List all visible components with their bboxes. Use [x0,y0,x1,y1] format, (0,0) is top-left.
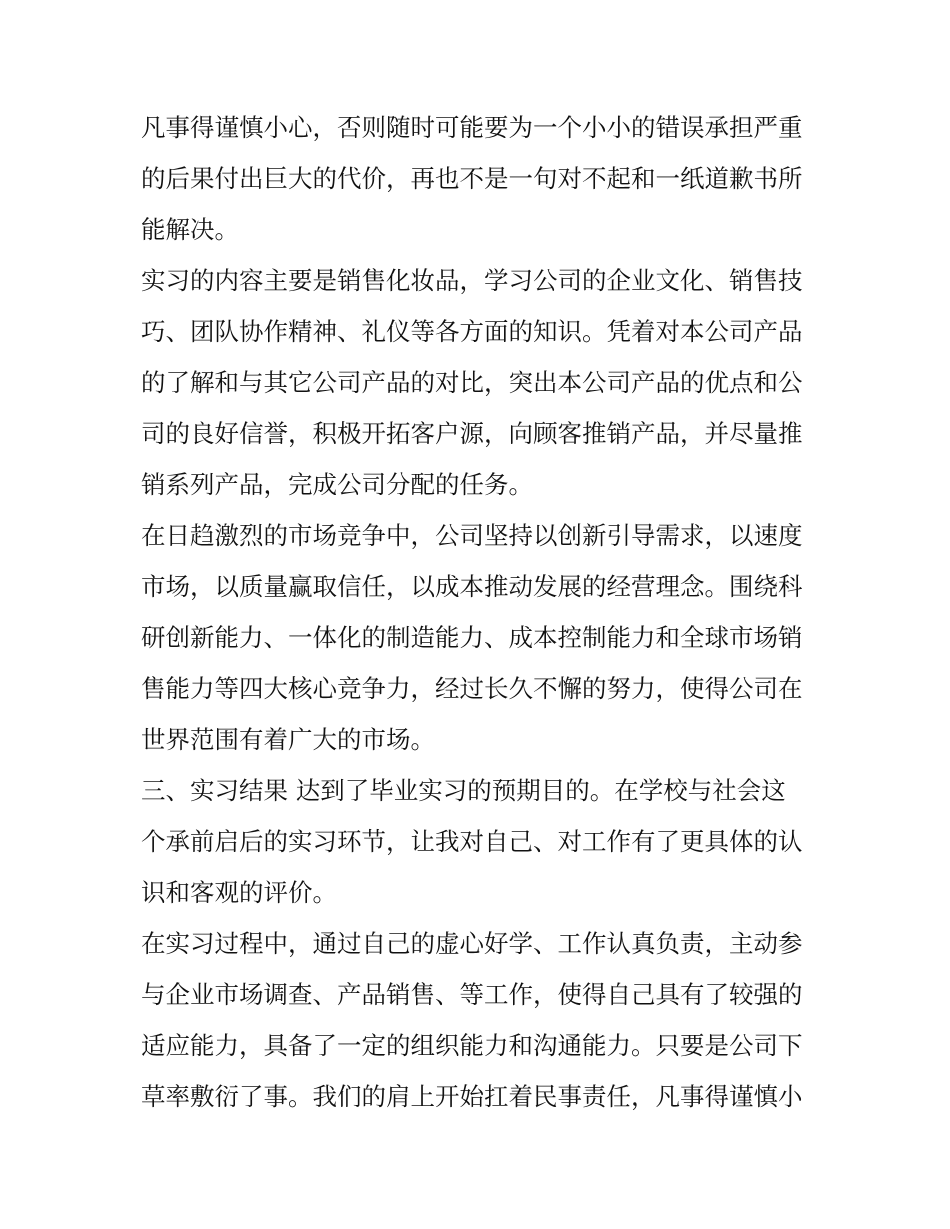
text-line: 的后果付出巨大的代价，再也不是一句对不起和一纸道歉书所 [141,164,803,193]
text-line: 在日趋激烈的市场竞争中，公司坚持以创新引导需求，以速度 [141,521,803,550]
text-line: 研创新能力、一体化的制造能力、成本控制能力和全球市场销 [141,623,803,652]
text-line: 草率敷衍了事。我们的肩上开始扛着民事责任，凡事得谨慎小 [141,1082,803,1111]
text-line: 在实习过程中，通过自己的虚心好学、工作认真负责，主动参 [141,929,803,958]
text-line: 售能力等四大核心竞争力，经过长久不懈的努力，使得公司在 [141,674,803,703]
text-line: 司的良好信誉，积极开拓客户源，向顾客推销产品，并尽量推 [141,419,803,448]
text-line: 能解决。 [141,215,239,244]
text-line: 巧、团队协作精神、礼仪等各方面的知识。凭着对本公司产品 [141,317,803,346]
text-line: 识和客观的评价。 [141,878,337,907]
text-line: 个承前启后的实习环节，让我对自己、对工作有了更具体的认 [141,827,803,856]
text-line: 的了解和与其它公司产品的对比，突出本公司产品的优点和公 [141,368,803,397]
text-line: 三、实习结果 达到了毕业实习的预期目的。在学校与社会这 [141,776,786,805]
text-line: 市场，以质量赢取信任，以成本推动发展的经营理念。围绕科 [141,572,803,601]
text-line: 凡事得谨慎小心，否则随时可能要为一个小小的错误承担严重 [141,113,803,142]
text-line: 实习的内容主要是销售化妆品，学习公司的企业文化、销售技 [141,266,803,295]
text-line: 销系列产品，完成公司分配的任务。 [141,470,533,499]
text-line: 与企业市场调查、产品销售、等工作，使得自己具有了较强的 [141,980,803,1009]
text-line: 适应能力，具备了一定的组织能力和沟通能力。只要是公司下 [141,1031,803,1060]
text-line: 世界范围有着广大的市场。 [141,725,435,754]
